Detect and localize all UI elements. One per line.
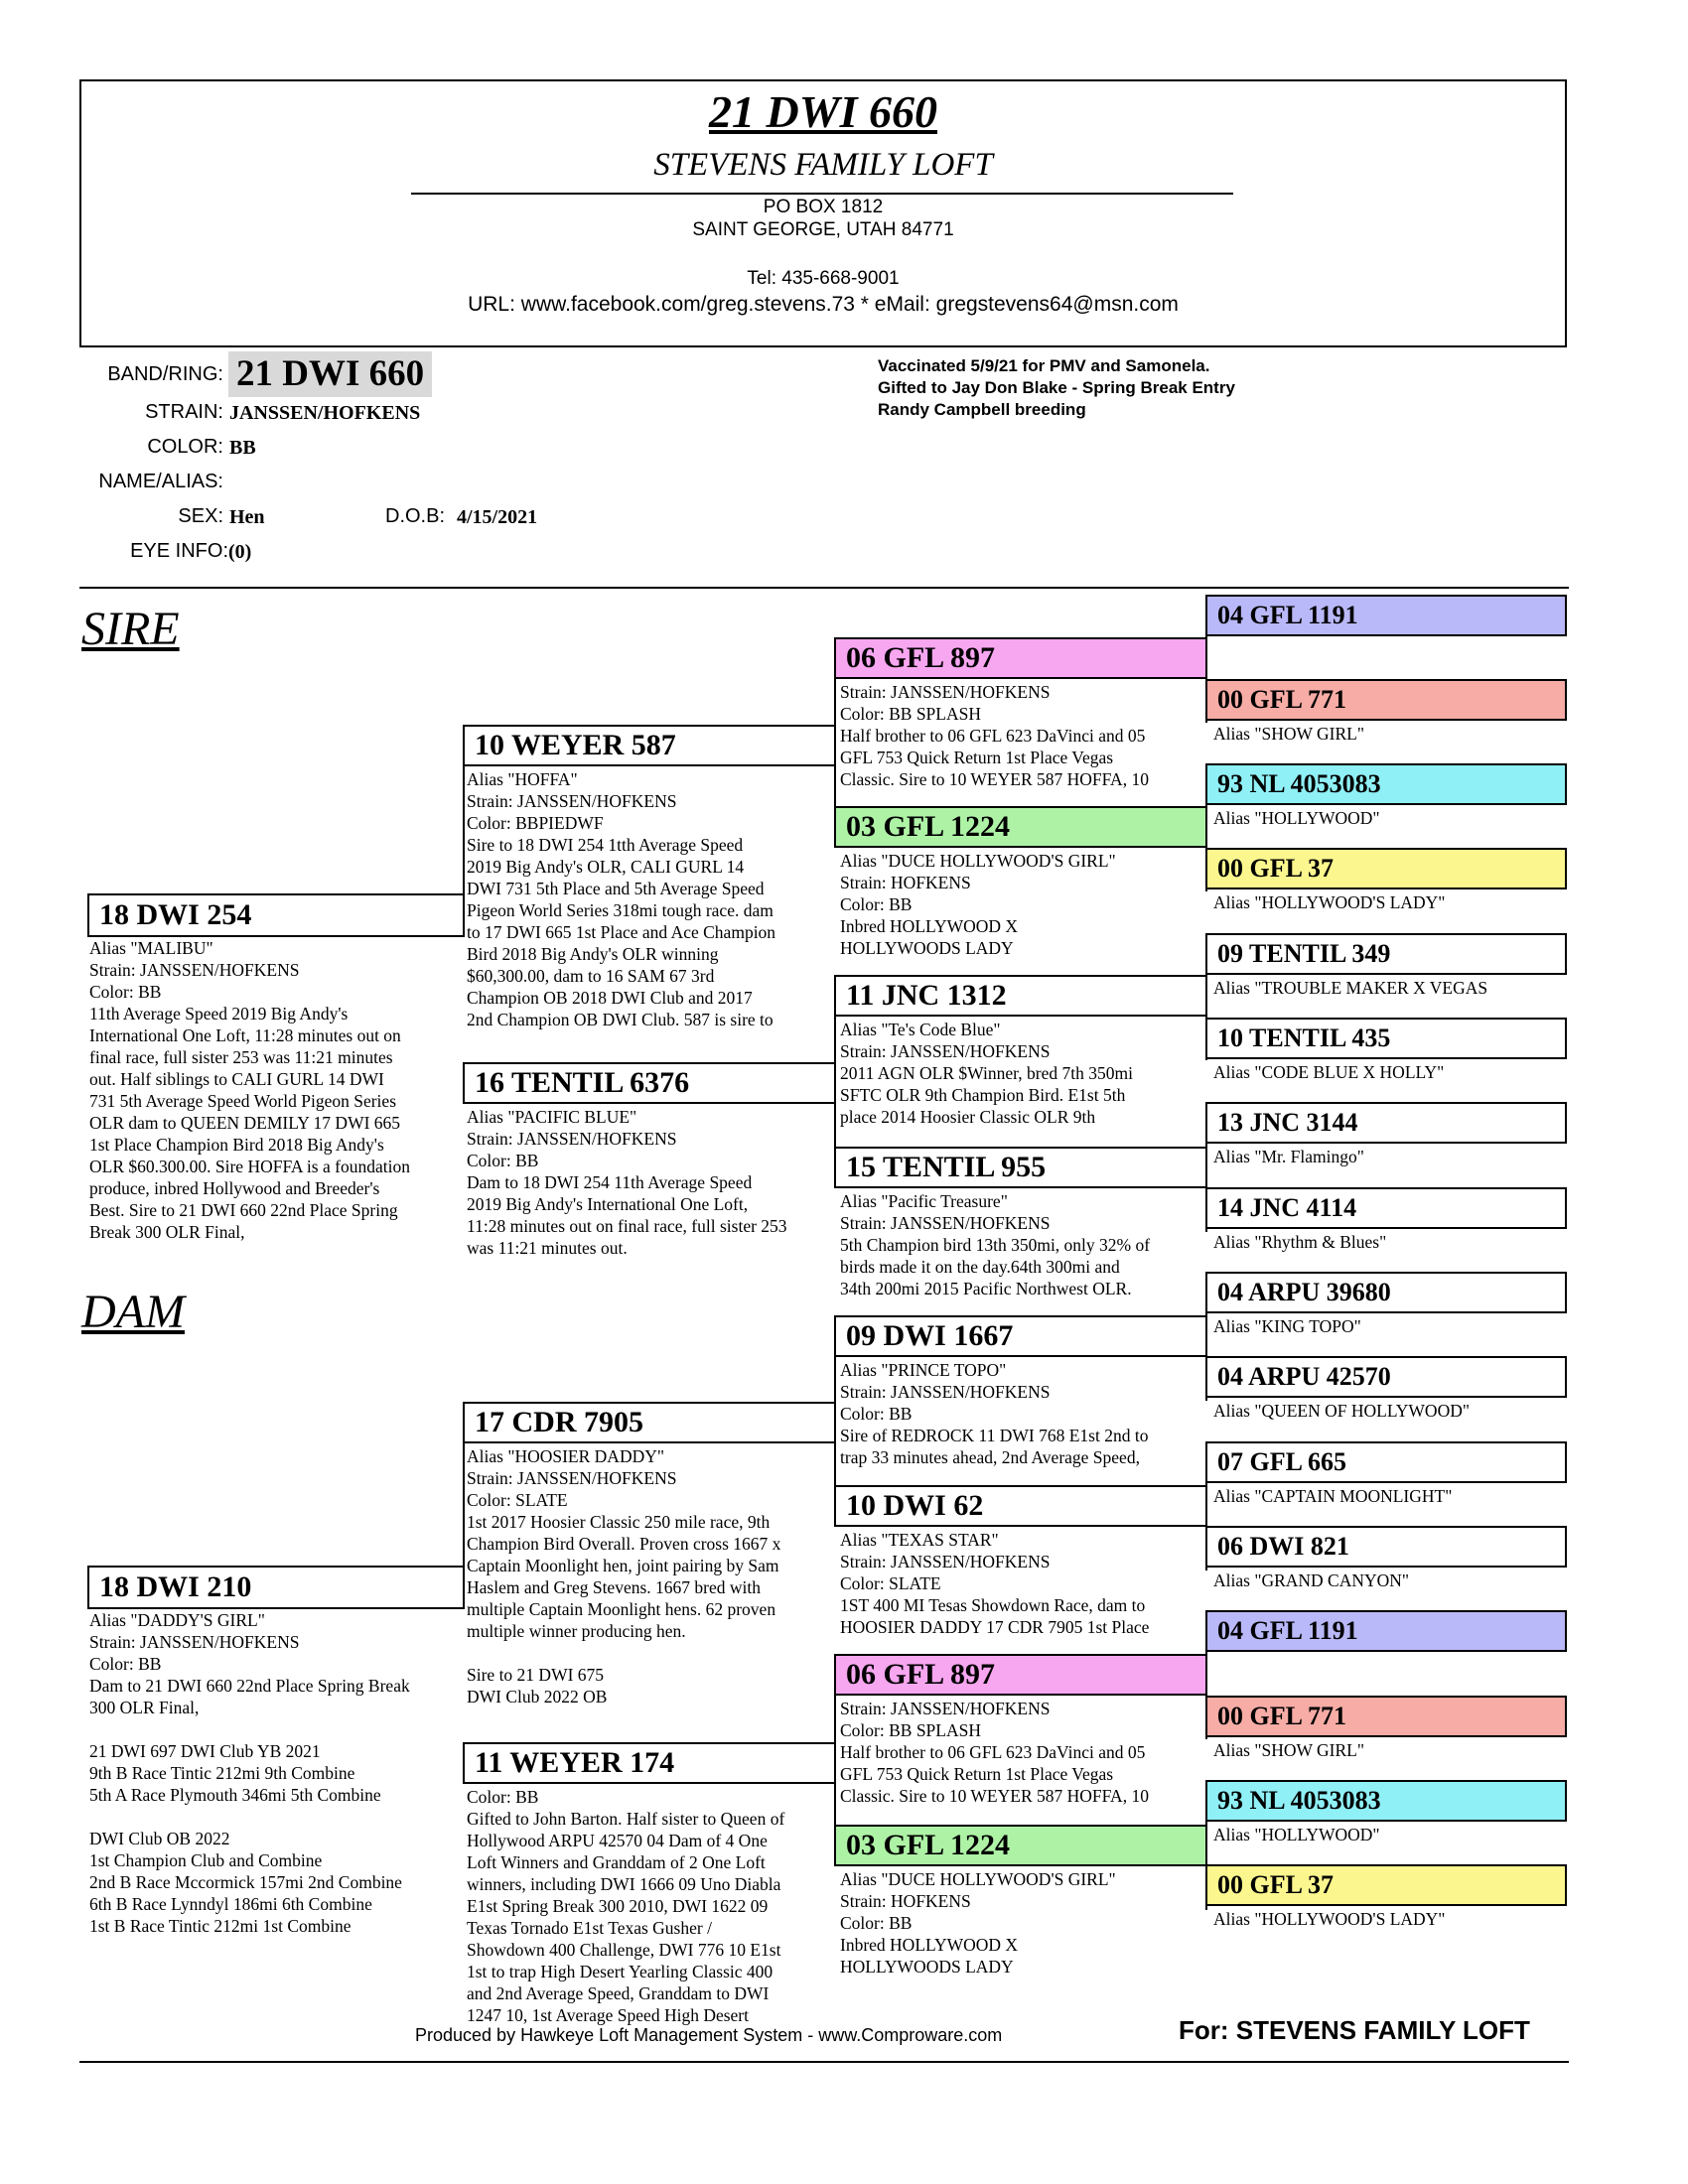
for-loft: For: STEVENS FAMILY LOFT xyxy=(1179,2015,1530,2045)
gen3-details xyxy=(840,1190,1205,1299)
detail-line: Alias "PRINCE TOPO" xyxy=(840,1360,1007,1380)
gen1-band-box: 18 DWI 254 xyxy=(87,893,465,937)
detail-line: to 17 DWI 665 1st Place and Ace Champion xyxy=(467,922,776,942)
detail-line: Strain: HOFKENS xyxy=(840,1891,971,1911)
detail-line: Alias "HOOSIER DADDY" xyxy=(467,1446,665,1466)
gen4-band-box: 00 GFL 37 xyxy=(1205,848,1567,889)
detail-line: Alias "TEXAS STAR" xyxy=(840,1530,999,1550)
gen4-band-box: 04 ARPU 42570 xyxy=(1205,1356,1567,1398)
detail-line: Strain: HOFKENS xyxy=(840,873,971,892)
gen3-band-box: 03 GFL 1224 xyxy=(834,1825,1207,1866)
gen2-band-box: 16 TENTIL 6376 xyxy=(463,1062,836,1104)
detail-line: multiple winner producing hen. xyxy=(467,1621,686,1641)
detail-line: 1ST 400 MI Tesas Showdown Race, dam to xyxy=(840,1595,1146,1615)
gen4-alias: Alias "Rhythm & Blues" xyxy=(1213,1232,1387,1252)
gen3-details xyxy=(840,681,1205,790)
detail-line: Classic. Sire to 10 WEYER 587 HOFFA, 10 xyxy=(840,769,1149,789)
gen4-alias: Alias "KING TOPO" xyxy=(1213,1316,1361,1336)
detail-line: 300 OLR Final, xyxy=(89,1698,200,1717)
detail-line: 6th B Race Lynndyl 186mi 6th Combine xyxy=(89,1894,372,1914)
note-line: Vaccinated 5/9/21 for PMV and Samonela. xyxy=(878,356,1210,375)
detail-line: was 11:21 minutes out. xyxy=(467,1238,628,1258)
detail-line: 34th 200mi 2015 Pacific Northwest OLR. xyxy=(840,1279,1132,1298)
detail-line xyxy=(89,1718,467,1740)
detail-line: Best. Sire to 21 DWI 660 22nd Place Spring xyxy=(89,1200,398,1220)
gen4-alias: Alias "CODE BLUE X HOLLY" xyxy=(1213,1062,1445,1082)
detail-line: DWI Club 2022 OB xyxy=(467,1687,608,1706)
detail-line: HOLLYWOODS LADY xyxy=(840,1957,1014,1977)
detail-line: Alias "Pacific Treasure" xyxy=(840,1191,1008,1211)
dam-title: DAM xyxy=(81,1286,185,1338)
detail-line: Half brother to 06 GFL 623 DaVinci and 05 xyxy=(840,1742,1146,1762)
detail-line: 1st Champion Club and Combine xyxy=(89,1850,323,1870)
detail-line: Half brother to 06 GFL 623 DaVinci and 05 xyxy=(840,726,1146,746)
detail-line: Classic. Sire to 10 WEYER 587 HOFFA, 10 xyxy=(840,1786,1149,1806)
note-line: Randy Campbell breeding xyxy=(878,400,1086,419)
gen2-band-box: 11 WEYER 174 xyxy=(463,1742,836,1784)
detail-line: 11:28 minutes out on final race, full sister 253 xyxy=(467,1216,787,1236)
detail-line: OLR $60.300.00. Sire HOFFA is a foundation xyxy=(89,1157,410,1176)
note-line: Gifted to Jay Don Blake - Spring Break Entry xyxy=(878,378,1235,397)
gen4-alias: Alias "SHOW GIRL" xyxy=(1213,1740,1365,1760)
detail-line: HOLLYWOODS LADY xyxy=(840,938,1014,958)
detail-line: Strain: JANSSEN/HOFKENS xyxy=(840,1552,1051,1571)
detail-line: Break 300 OLR Final, xyxy=(89,1222,245,1242)
detail-line: Gifted to John Barton. Half sister to Queen of xyxy=(467,1809,785,1829)
connector-line xyxy=(834,1443,836,1485)
gen4-band-box: 93 NL 4053083 xyxy=(1205,1780,1567,1822)
detail-line: Strain: JANSSEN/HOFKENS xyxy=(467,791,677,811)
detail-line: GFL 753 Quick Return 1st Place Vegas xyxy=(840,748,1114,767)
detail-line: 11th Average Speed 2019 Big Andy's xyxy=(89,1004,349,1024)
detail-line: Color: BB xyxy=(840,1913,913,1933)
gen1-details xyxy=(89,1609,467,1937)
dob-label: D.O.B: xyxy=(385,505,446,527)
detail-line: final race, full sister 253 was 11:21 minutes xyxy=(89,1047,393,1067)
detail-line: Hollywood ARPU 42570 04 Dam of 4 One xyxy=(467,1831,768,1850)
gen3-details xyxy=(840,850,1205,959)
detail-line: Color: BB xyxy=(467,1151,539,1170)
produced-by: Produced by Hawkeye Loft Management System - www.Comproware.com xyxy=(415,2025,1003,2045)
detail-line: Alias "DUCE HOLLYWOOD'S GIRL" xyxy=(840,851,1116,871)
detail-line: Color: BB SPLASH xyxy=(840,1720,981,1740)
sire-title: SIRE xyxy=(81,603,180,655)
gen4-band-box: 93 NL 4053083 xyxy=(1205,763,1567,805)
gen4-band-box: 06 DWI 821 xyxy=(1205,1526,1567,1568)
gen4-band-box: 00 GFL 771 xyxy=(1205,1696,1567,1737)
gen3-details xyxy=(840,1529,1205,1638)
gen2-details xyxy=(467,1445,834,1707)
gen4-alias: Alias "GRAND CANYON" xyxy=(1213,1570,1410,1590)
detail-line: Strain: JANSSEN/HOFKENS xyxy=(840,1699,1051,1718)
detail-line: 1st to trap High Desert Yearling Classic 400 xyxy=(467,1962,774,1981)
detail-line: Dam to 18 DWI 254 11th Average Speed xyxy=(467,1172,753,1192)
detail-line: birds made it on the day.64th 300mi and xyxy=(840,1257,1120,1277)
gen3-band-box: 15 TENTIL 955 xyxy=(834,1147,1207,1188)
gen4-alias: Alias "HOLLYWOOD" xyxy=(1213,808,1380,828)
gen3-band-box: 09 DWI 1667 xyxy=(834,1315,1207,1357)
gen4-band-box: 13 JNC 3144 xyxy=(1205,1102,1567,1144)
detail-line: 21 DWI 697 DWI Club YB 2021 xyxy=(89,1741,321,1761)
detail-line: trap 33 minutes ahead, 2nd Average Speed, xyxy=(840,1447,1140,1467)
gen3-band-box: 11 JNC 1312 xyxy=(834,975,1207,1017)
detail-line: Bird 2018 Big Andy's OLR winning xyxy=(467,944,719,964)
detail-line: multiple Captain Moonlight hens. 62 proven xyxy=(467,1599,776,1619)
detail-line: SFTC OLR 9th Champion Bird. E1st 5th xyxy=(840,1085,1126,1105)
contact-line: URL: www.facebook.com/greg.stevens.73 * eMail: gregstevens64@msn.com xyxy=(468,293,1179,316)
detail-line: Inbred HOLLYWOOD X xyxy=(840,1935,1019,1955)
gen4-alias: Alias "QUEEN OF HOLLYWOOD" xyxy=(1213,1401,1470,1421)
sex-value: Hen xyxy=(229,506,265,528)
gen2-band-box: 10 WEYER 587 xyxy=(463,725,836,766)
detail-line: Strain: JANSSEN/HOFKENS xyxy=(89,960,300,980)
detail-line: Strain: JANSSEN/HOFKENS xyxy=(467,1468,677,1488)
gen3-details xyxy=(840,1868,1205,1978)
footer-rule xyxy=(79,2061,1569,2063)
name-alias-label: NAME/ALIAS: xyxy=(98,471,223,492)
detail-line: and 2nd Average Speed, Granddam to DWI xyxy=(467,1983,770,2003)
detail-line: Color: BBPIEDWF xyxy=(467,813,604,833)
detail-line: Strain: JANSSEN/HOFKENS xyxy=(89,1632,300,1652)
gen4-alias: Alias "HOLLYWOOD" xyxy=(1213,1825,1380,1844)
detail-line: E1st Spring Break 300 2010, DWI 1622 09 xyxy=(467,1896,769,1916)
gen3-band-box: 06 GFL 897 xyxy=(834,1654,1207,1696)
color-label: COLOR: xyxy=(147,436,223,458)
detail-line: place 2014 Hoosier Classic OLR 9th xyxy=(840,1107,1096,1127)
detail-line: Alias "MALIBU" xyxy=(89,938,213,958)
detail-line: Champion OB 2018 DWI Club and 2017 xyxy=(467,988,753,1008)
detail-line: DWI 731 5th Place and 5th Average Speed xyxy=(467,879,765,898)
detail-line: Champion Bird Overall. Proven cross 1667 x xyxy=(467,1534,781,1554)
gen4-band-box: 10 TENTIL 435 xyxy=(1205,1018,1567,1059)
detail-line: Alias "Te's Code Blue" xyxy=(840,1020,1001,1039)
detail-line: Captain Moonlight hen, joint pairing by Sam xyxy=(467,1556,779,1575)
detail-line: Alias "HOFFA" xyxy=(467,769,578,789)
gen4-alias: Alias "HOLLYWOOD'S LADY" xyxy=(1213,1909,1446,1929)
detail-line xyxy=(467,1642,834,1664)
gen4-alias: Alias "CAPTAIN MOONLIGHT" xyxy=(1213,1486,1453,1506)
gen3-band-box: 03 GFL 1224 xyxy=(834,806,1207,848)
detail-line: Strain: JANSSEN/HOFKENS xyxy=(840,1213,1051,1233)
connector-line xyxy=(834,1104,836,1147)
gen4-band-box: 07 GFL 665 xyxy=(1205,1441,1567,1483)
detail-line: Color: SLATE xyxy=(467,1490,568,1510)
detail-line: 1247 10, 1st Average Speed High Desert xyxy=(467,2005,749,2025)
color-value: BB xyxy=(229,437,256,459)
gen3-details xyxy=(840,1359,1205,1468)
detail-line: 2019 Big Andy's OLR, CALI GURL 14 xyxy=(467,857,745,877)
detail-line: International One Loft, 11:28 minutes out on xyxy=(89,1025,401,1045)
gen4-alias: Alias "SHOW GIRL" xyxy=(1213,724,1365,744)
band-value: 21 DWI 660 xyxy=(228,351,432,397)
detail-line: Color: BB xyxy=(840,1404,913,1424)
detail-line: 1st 2017 Hoosier Classic 250 mile race, 9th xyxy=(467,1512,771,1532)
detail-line: 731 5th Average Speed World Pigeon Series xyxy=(89,1091,397,1111)
detail-line: Strain: JANSSEN/HOFKENS xyxy=(840,1382,1051,1402)
gen3-details xyxy=(840,1019,1205,1128)
gen1-band-box: 18 DWI 210 xyxy=(87,1566,465,1609)
detail-line: Haslem and Greg Stevens. 1667 bred with xyxy=(467,1577,761,1597)
detail-line: 2nd B Race Mccormick 157mi 2nd Combine xyxy=(89,1872,402,1892)
gen4-alias: Alias "Mr. Flamingo" xyxy=(1213,1147,1364,1166)
strain-value: JANSSEN/HOFKENS xyxy=(229,402,421,424)
detail-line: Dam to 21 DWI 660 22nd Place Spring Break xyxy=(89,1676,410,1696)
detail-line: 1st B Race Tintic 212mi 1st Combine xyxy=(89,1916,352,1936)
gen1-details xyxy=(89,937,467,1243)
gen2-details xyxy=(467,1786,834,2026)
address-line-1: PO BOX 1812 xyxy=(763,197,884,217)
band-label: BAND/RING: xyxy=(107,363,223,385)
detail-line: Texas Tornado E1st Texas Gusher / xyxy=(467,1918,712,1938)
detail-line: Strain: JANSSEN/HOFKENS xyxy=(467,1129,677,1149)
detail-line: Color: BB SPLASH xyxy=(840,704,981,724)
gen4-band-box: 00 GFL 37 xyxy=(1205,1864,1567,1906)
detail-line: $60,300.00, dam to 16 SAM 67 3rd xyxy=(467,966,715,986)
strain-label: STRAIN: xyxy=(145,401,223,423)
detail-line: HOOSIER DADDY 17 CDR 7905 1st Place xyxy=(840,1617,1150,1637)
detail-line: 5th Champion bird 13th 350mi, only 32% of xyxy=(840,1235,1151,1255)
loft-name: STEVENS FAMILY LOFT xyxy=(653,147,993,183)
gen2-details xyxy=(467,768,834,1030)
connector-line xyxy=(834,766,836,806)
detail-line: Inbred HOLLYWOOD X xyxy=(840,916,1019,936)
detail-line: Color: SLATE xyxy=(840,1573,941,1593)
detail-line: Alias "DUCE HOLLYWOOD'S GIRL" xyxy=(840,1869,1116,1889)
detail-line: winners, including DWI 1666 09 Uno Diabla xyxy=(467,1874,781,1894)
address-line-2: SAINT GEORGE, UTAH 84771 xyxy=(692,219,954,240)
gen4-band-box: 14 JNC 4114 xyxy=(1205,1187,1567,1229)
detail-line: DWI Club OB 2022 xyxy=(89,1829,230,1848)
detail-line: 2019 Big Andy's International One Loft, xyxy=(467,1194,749,1214)
detail-line: OLR dam to QUEEN DEMILY 17 DWI 665 xyxy=(89,1113,401,1133)
detail-line: Color: BB xyxy=(89,982,162,1002)
detail-line: Color: BB xyxy=(840,894,913,914)
detail-line: Showdown 400 Challenge, DWI 776 10 E1st xyxy=(467,1940,781,1960)
detail-line: Pigeon World Series 318mi tough race. dam xyxy=(467,900,774,920)
sex-label: SEX: xyxy=(178,505,223,527)
connector-line xyxy=(834,1784,836,1825)
gen4-alias: Alias "HOLLYWOOD'S LADY" xyxy=(1213,892,1446,912)
detail-line: GFL 753 Quick Return 1st Place Vegas xyxy=(840,1764,1114,1784)
detail-line: Alias "PACIFIC BLUE" xyxy=(467,1107,637,1127)
telephone: Tel: 435-668-9001 xyxy=(747,268,900,289)
detail-line: Color: BB xyxy=(467,1787,539,1807)
eye-info-value: (0) xyxy=(228,541,252,563)
gen4-band-box: 00 GFL 771 xyxy=(1205,679,1567,721)
detail-line: Sire of REDROCK 11 DWI 768 E1st 2nd to xyxy=(840,1426,1149,1445)
detail-line: 1st Place Champion Bird 2018 Big Andy's xyxy=(89,1135,384,1155)
detail-line: 2011 AGN OLR $Winner, bred 7th 350mi xyxy=(840,1063,1133,1083)
gen4-alias: Alias "TROUBLE MAKER X VEGAS xyxy=(1213,978,1488,998)
detail-line: out. Half siblings to CALI GURL 14 DWI xyxy=(89,1069,384,1089)
detail-line: Loft Winners and Granddam of 2 One Loft xyxy=(467,1852,766,1872)
gen4-band-box: 04 ARPU 39680 xyxy=(1205,1272,1567,1313)
gen4-band-box: 04 GFL 1191 xyxy=(1205,595,1567,636)
gen2-details xyxy=(467,1106,834,1259)
gen4-band-box: 04 GFL 1191 xyxy=(1205,1610,1567,1652)
detail-line: produce, inbred Hollywood and Breeder's xyxy=(89,1178,380,1198)
detail-line: Strain: JANSSEN/HOFKENS xyxy=(840,1041,1051,1061)
detail-line xyxy=(89,1806,467,1828)
detail-line: Sire to 21 DWI 675 xyxy=(467,1665,605,1685)
detail-line: 2nd Champion OB DWI Club. 587 is sire to xyxy=(467,1010,774,1029)
dob-value: 4/15/2021 xyxy=(457,506,538,528)
gen2-band-box: 17 CDR 7905 xyxy=(463,1402,836,1443)
detail-line: Alias "DADDY'S GIRL" xyxy=(89,1610,265,1630)
gen3-band-box: 06 GFL 897 xyxy=(834,637,1207,679)
detail-line: Sire to 18 DWI 254 1tth Average Speed xyxy=(467,835,744,855)
header-band-title: 21 DWI 660 xyxy=(708,86,938,137)
eye-info-label: EYE INFO: xyxy=(130,540,228,562)
gen3-band-box: 10 DWI 62 xyxy=(834,1485,1207,1527)
detail-line: Color: BB xyxy=(89,1654,162,1674)
gen4-band-box: 09 TENTIL 349 xyxy=(1205,933,1567,975)
detail-line: 5th A Race Plymouth 346mi 5th Combine xyxy=(89,1785,381,1805)
detail-line: 9th B Race Tintic 212mi 9th Combine xyxy=(89,1763,355,1783)
gen3-details xyxy=(840,1698,1205,1807)
detail-line: Strain: JANSSEN/HOFKENS xyxy=(840,682,1051,702)
